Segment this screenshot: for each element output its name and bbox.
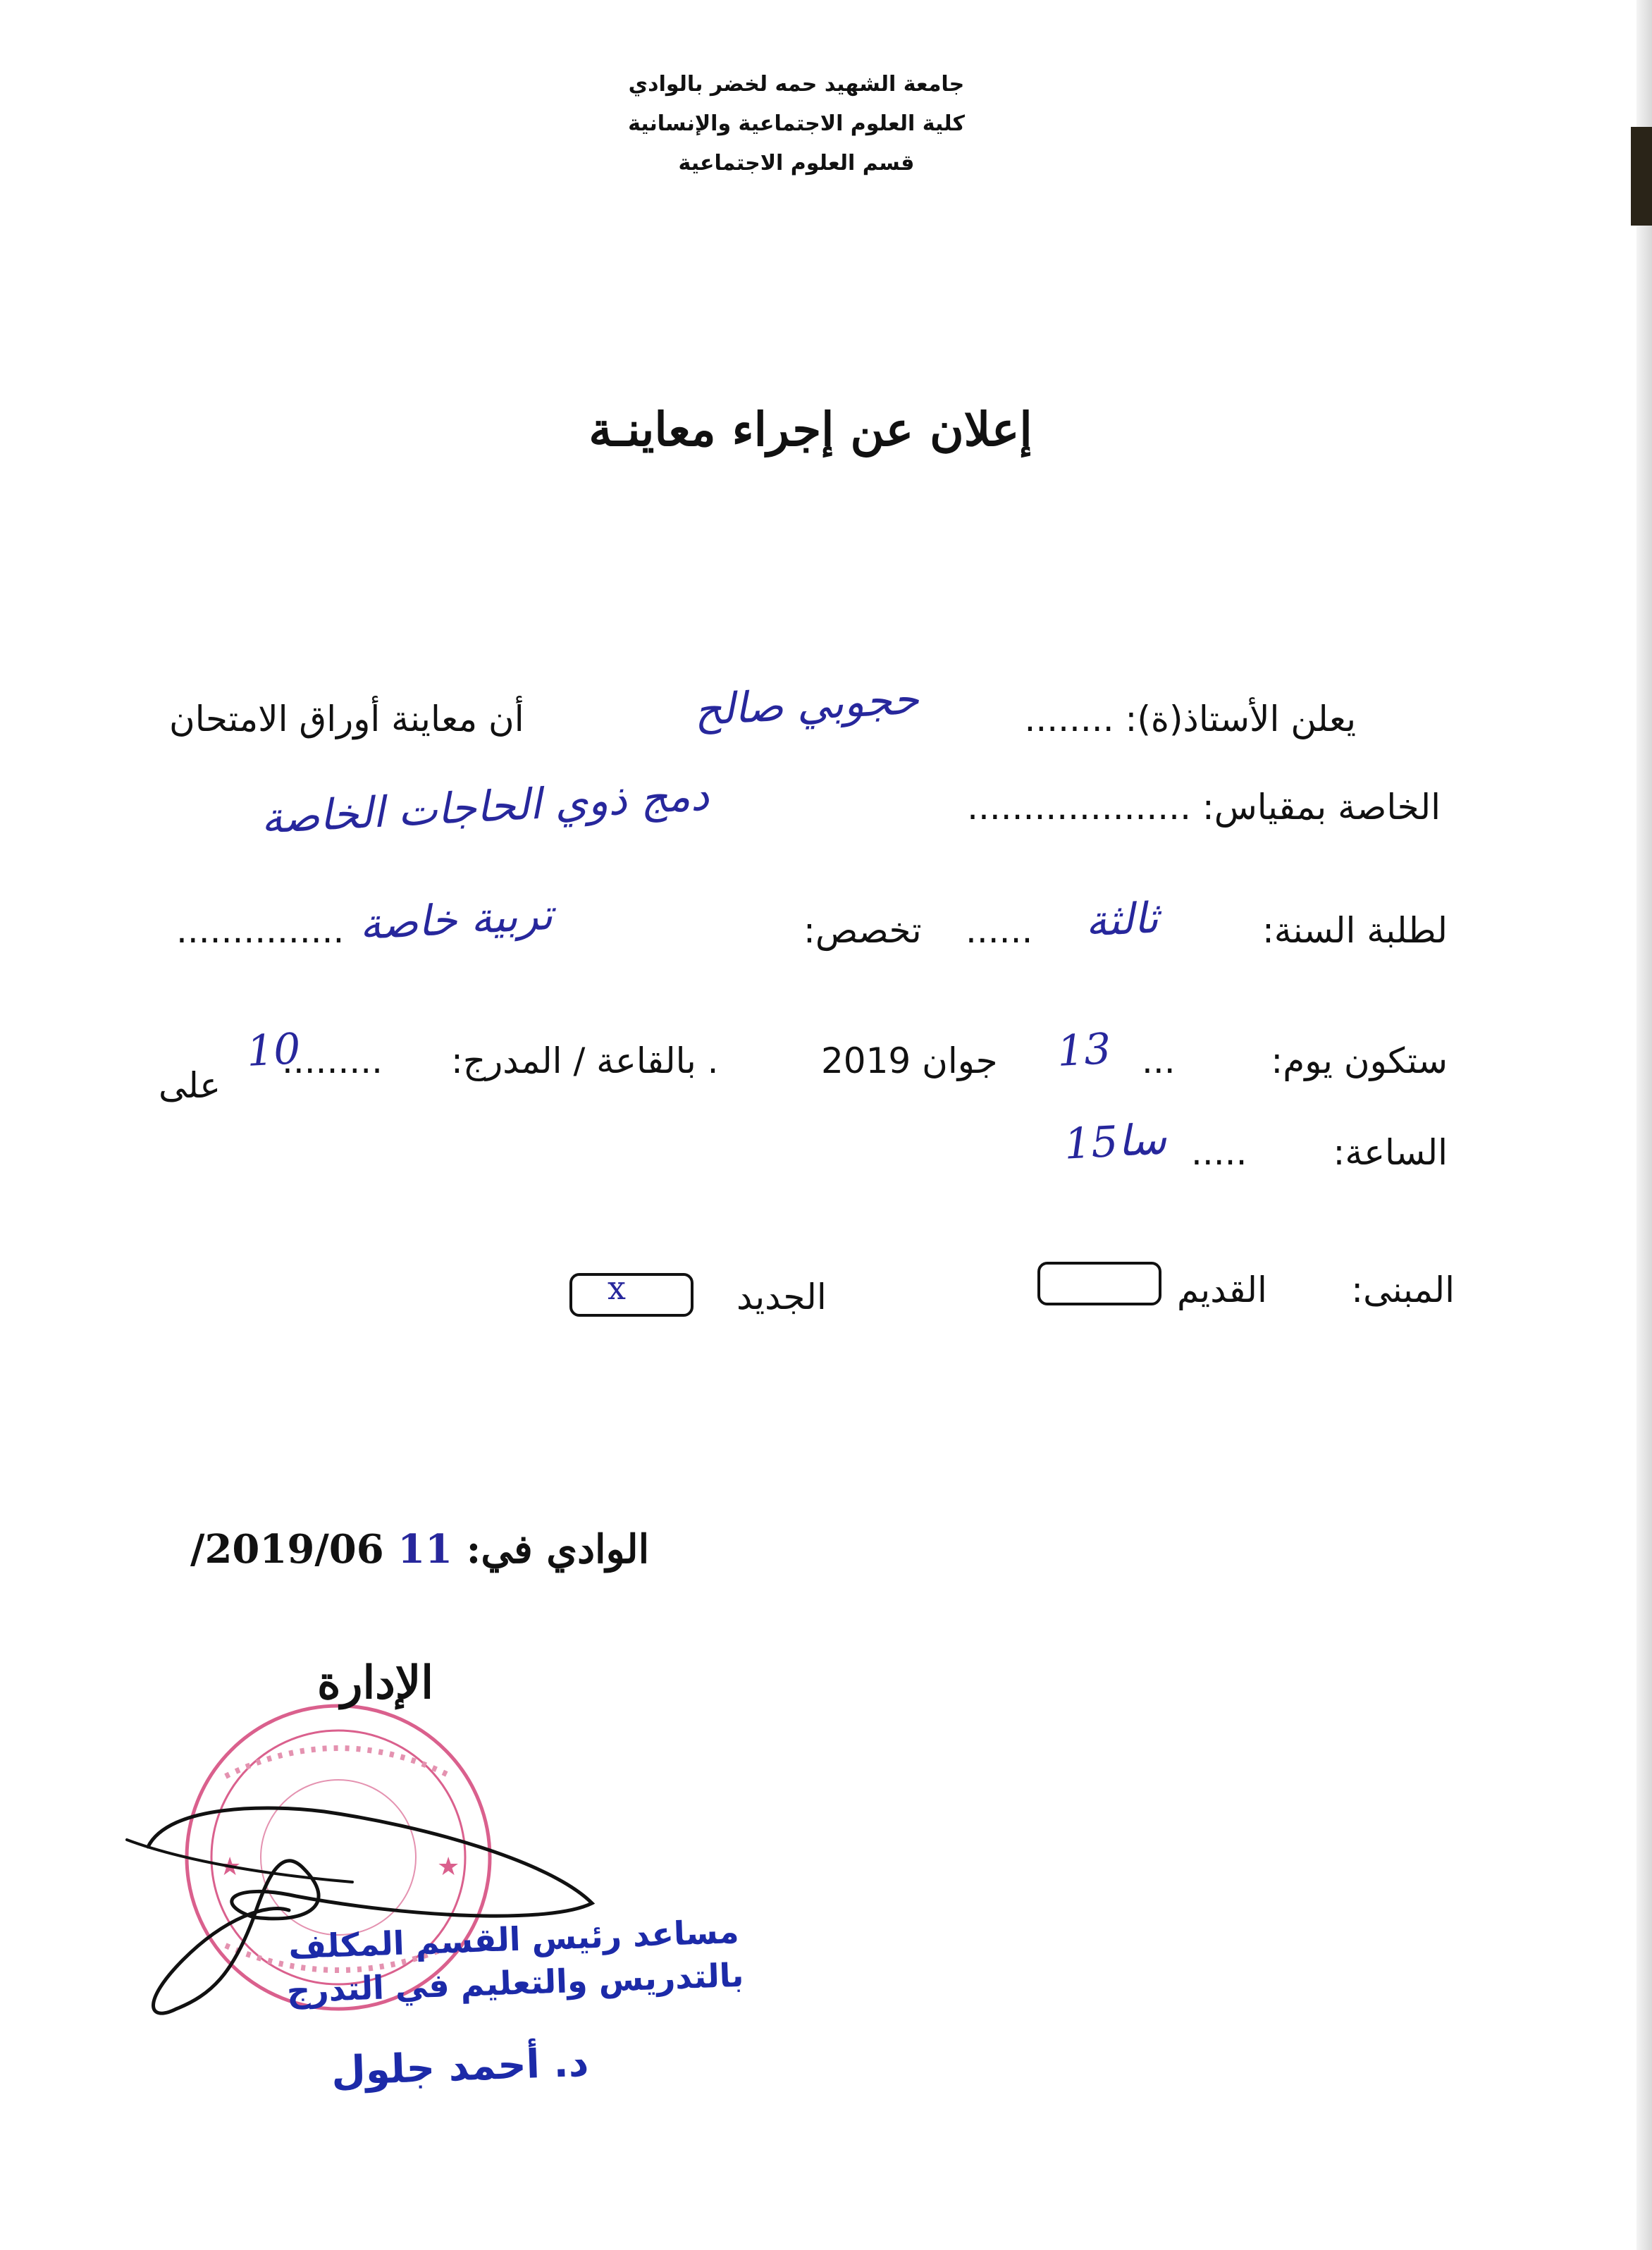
year-handwritten: ثالثة (1084, 893, 1160, 947)
faculty-name: كلية العلوم الاجتماعية والإنسانية (628, 111, 965, 136)
building-new-label: الجديد (736, 1277, 827, 1317)
date-day-handwritten: 11 (397, 1526, 453, 1573)
building-new-check-mark: x (608, 1269, 626, 1307)
document-title: إعلان عن إجراء معاينـة (588, 402, 1032, 457)
svg-text:★: ★ (218, 1852, 242, 1881)
hall-label: . بالقاعة / المدرج: (451, 1040, 719, 1081)
specialty-prefix: تخصص: (803, 910, 922, 951)
stamp-line-2: بالتدريس والتعليم في التدرج (285, 1955, 745, 2010)
specialty-handwritten: تربية خاصة (358, 890, 554, 950)
signature-stamp (281, 1910, 748, 2013)
year-dots: ...... (966, 910, 1033, 951)
time-dots: ..... (1191, 1132, 1247, 1173)
hall-dots: ......... (282, 1040, 383, 1081)
building-old-label: القديم (1177, 1270, 1267, 1310)
hall-handwritten: 10 (245, 1024, 302, 1076)
stamp-line-1: مساعد رئيس القسم المكلف (288, 1912, 740, 1967)
professor-prefix: يعلن الأستاذ(ة): (1125, 699, 1356, 739)
date-place: الوادي في: (466, 1526, 650, 1573)
day-handwritten: 13 (1056, 1024, 1113, 1076)
university-name: جامعة الشهيد حمه لخضر بالوادي (628, 72, 965, 97)
administration-label: الإدارة (317, 1656, 433, 1709)
date-rest: 2019/06/ (190, 1526, 384, 1573)
after-professor-text: أن معاينة أوراق الامتحان (169, 699, 524, 739)
day-prefix: ستكون يوم: (1271, 1040, 1448, 1081)
stamp-name: د. أحمد جلول (330, 2039, 590, 2095)
professor-dots: ........ (1024, 699, 1114, 739)
module-dots: .................... (967, 787, 1191, 828)
building-label: المبنى: (1351, 1270, 1455, 1310)
time-handwritten: 15سا (1063, 1114, 1168, 1169)
time-label: الساعة: (1333, 1132, 1448, 1173)
year-prefix: لطلبة السنة: (1262, 910, 1448, 951)
professor-handwritten: حجوبي صالح (693, 674, 920, 736)
specialty-dots: ............... (176, 910, 345, 951)
month-year: جوان 2019 (821, 1040, 998, 1081)
department-name: قسم العلوم الاجتماعية (678, 151, 915, 176)
module-prefix: الخاصة بمقياس: (1202, 787, 1441, 828)
svg-text:★: ★ (437, 1852, 460, 1881)
module-handwritten: دمج ذوي الحاجات الخاصة (259, 770, 710, 844)
day-dots: ... (1142, 1040, 1176, 1081)
at-label: على (159, 1065, 221, 1106)
